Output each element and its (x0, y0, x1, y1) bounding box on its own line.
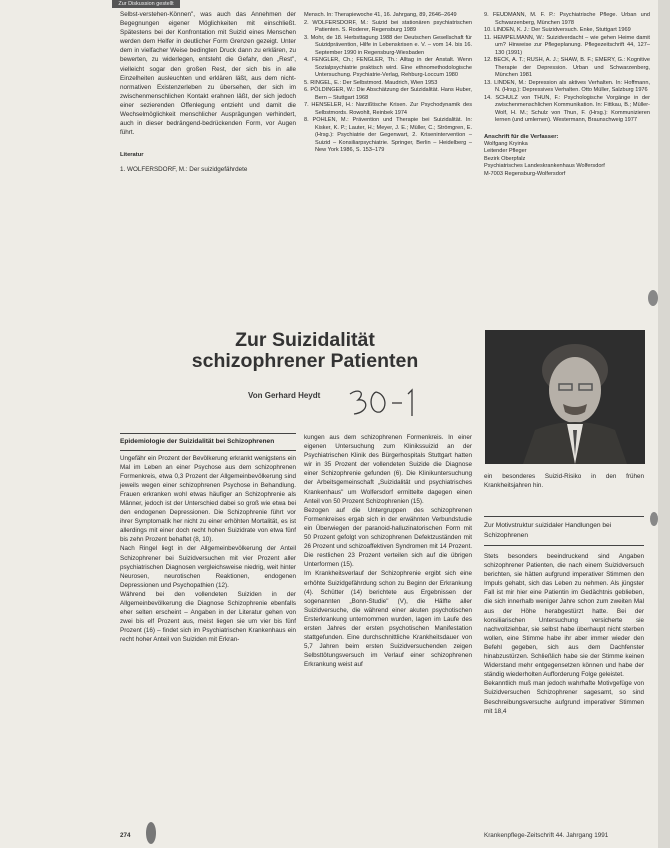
section-tab: Zur Diskussion gestellt (112, 0, 180, 8)
body-paragraph: Während bei den vollendeten Suiziden in der Allgemeinbevölkerung die Diagnose Schizophrenie ebenfalls eher selten erscheint – Angaben in der Literatur gehen von zwei bis elf Prozent aus, meist liegen sie um vier bis fünf Prozent (16) – findet sich im Psychiatrischen Krankenhaus ein recht hoher Anteil von Suiziden mit Erkran- (120, 590, 296, 644)
reference-item: 14. SCHULZ von THUN, F.: Psychologische Vorgänge in der zwischenmenschlichen Kommunikation. In: Fittkau, B.; Müller-Wolf, H. M.; Schulz von Thun, F. (Hrsg.): Kommunizieren lernen (und umlernen). Westermann, Braunschweig 1977 (484, 94, 650, 123)
body-paragraph: kungen aus dem schizophrenen Formenkreis. In einer eigenen Untersuchung zum Klinikssuizid an der Psychiatrischen Klinik des Bürgerhospitals Stuttgart hatten wir in 35 Prozent der vollendeten Suizide die Diagnose einer Schizophrenie gefunden (6). Die Klinikuntersuchung der Arbeitsgemeinschaft „Suizidalität und psychiatrisches Krankenhaus" um Wolfersdorf ermittelte dagegen einen Anteil von 50 Prozent Schizophrenien (15). (304, 434, 472, 505)
reference-item: 4. FENGLER, Ch.; FENGLER, Th.: Alltag in der Anstalt. Wenn Sozialpsychiatrie praktisch wird. Eine ethnomethodologische Untersuchung. Psychiatrie-Verlag, Rehburg-Loccum 1980 (304, 57, 472, 78)
address-line: Leitender Pfleger (484, 148, 527, 154)
body-paragraph: Im Krankheitsverlauf der Schizophrenie ergibt sich eine erhöhte Suizidgefährdung schon zu Beginn der Erkrankung (4). Schütter (14) berichtete aus Ergebnissen der sogenannten „Bonn-Studie" (V), die Hälfte aller Suizidversuche, die während einer akuten psychotischen Ersterkrankung unternommen wurden, lagen im Laufe des ersten Jahres der ersten psychotischen Manifestation stattgefunden. Eine durchschnittliche Krankheitsdauer von 5,7 Jahren beim ersten Suizidversuchenden zeigen Selbsttötungsversuch im Verlauf einer schizophrenen Erkrankung weist auf (304, 570, 472, 669)
reference-item: 5. RINGEL, E.: Der Selbstmord. Maudrich, Wien 1953 (304, 79, 438, 86)
reference-item: 7. HENSELER, H.: Narzißtische Krisen. Zur Psychodynamik des Selbstmords. Rowohlt, Reinbek 1974 (304, 102, 472, 116)
body-column-3-continued (484, 552, 644, 716)
reference-item: Mensch. In: Therapiewoche 41, 16. Jahrgang, 89, 2646–2649 (304, 12, 457, 18)
reference-item: 13. LINDEN, M.: Depression als aktives Verhalten. In: Hoffmann, N. (Hrsg.): Depressives Verhalten. Otto Müller, Salzburg 1976 (484, 79, 650, 93)
section-heading: Zur Motivstruktur suizidaler Handlungen bei Schizophrenen (484, 522, 612, 539)
reference-item: 3. Mohr, de 18. Herbsttagung 1988 der Deutschen Gesellschaft für Suizidprävention, Hilfe in Lebenskrisen e. V. – vom 14. bis 16. September 1990 in Regensburg-Wiesbaden (304, 34, 472, 56)
binder-hole-mark (648, 290, 658, 306)
body-paragraph: Ungefähr ein Prozent der Bevölkerung erkrankt wenigstens ein Mal im Leben an einer Psychose aus dem schizophrenen Formenkreis, etwa 0,3 Prozent der Allgemeinbevölkerung sind jeweils wegen einer schizophrenen Psychose in Behandlung. Frauen erkranken wohl etwas häufiger an Schizophrenie als Männer, jedoch ist der Unterschied dabei so groß wie etwa bei den endogenen Depressionen. Die Schizophrenie führt vor ihrer Symptomatik her nicht zu einer erhöhten Mortalität, es ist allerdings mit einer doch recht hohen Suizidrate von etwa fünf bis zehn Prozent behaftet (8, 10). (120, 454, 296, 544)
previous-article-paragraph: Selbst-verstehen-Können", was auch das Annehmen der Begegnungen eigener Möglichkeiten mit einschließt. Spätestens bei der Konfrontation mit Suizid eines Menschen werden dem Helfer in deutlicher Form Grenzen gezeigt. Unter dem in vielfacher Weise bedingten Druck dann zu erklären, zu bewerten, zu widerlegen, entsteht die Gefahr, den „Rest", vielleicht sogar den großen Rest, der sich bis in alle Einzelheiten ausleuchten und erklären läßt, aus dem nicht-normativen Existenzerleben zu übersehen, der sich im zwischenmenschlichen Kontakt erahnen läßt, der sich jedoch einer sezierenden Offenlegung entzieht und damit die Wechselmöglichkeit menschlicher Ausprägungen verhindert, auch in dieser bedrängend-bedrückenden Form, vor Augen führt. (120, 11, 296, 137)
section-rule (120, 433, 296, 434)
section-rule (120, 450, 296, 451)
article-byline: Von Gerhard Heydt (248, 391, 321, 400)
page-number: 274 (120, 832, 131, 839)
body-paragraph: Bezogen auf die Untergruppen des schizophrenen Formenkreises ergab sich in der erwähnten Verbundstudie ein Überwiegen der paranoid-halluzinatorischen Form mit 50 Prozent gefolgt von schizophrenen Defektzuständen mit 26 Prozent und schizoaffektiven Syndromen mit 14 Prozent. Die restlichen 23 Prozent verteilen sich auf die übrigen Unterformen (15). (304, 506, 472, 569)
reference-item: 9. FEUDMANN, M. F. P.: Psychiatrische Pflege. Urban und Schwarzenberg, München 1978 (484, 12, 650, 26)
body-paragraph: ein besonderes Suizid-Risiko in den frühen Krankheitsjahren hin. (484, 473, 644, 490)
address-line: Bezirk Oberpfalz (484, 155, 526, 162)
body-paragraph: Stets besonders beeindruckend sind Angaben schizophrener Patienten, die nach einem Suizidversuch berichten, sie hätten aufgrund imperativer Stimmen den Impuls gehabt, sich das Leben zu nehmen. Als jüngster Fall ist mir hier eine Patientin im Gedächtnis geblieben, die sich innerhalb weniger Jahre schon zum zweiten Mal aus der Höhe herabgestürzt hatte. Bei der konsiliarischen Untersuchung versicherte sie nachvollziehbar, sie selbst habe überhaupt nicht sterben wollen, eine Stimme habe ihr aber immer wieder den Befehl gegeben, sich aus dem Dachfenster hinabzustürzen. Schließlich habe sie der Stimme keinen Widerstand mehr entgegensetzen können und habe der ständig wiederholten Aufforderung Folge geleistet. (484, 553, 644, 679)
reference-item: 12. BECK, A. T.; RUSH, A. J.; SHAW, B. F.; EMERY, G.: Kognitive Therapie der Depression. Urban und Schwarzenberg, München 1981 (484, 57, 650, 78)
handwritten-annotation (344, 386, 422, 418)
address-line: M-7003 Regensburg-Wolfersdorf (484, 170, 566, 177)
reference-item: 11. HEMPELMANN, W.: Suizidverdacht – wie gehen Heime damit um? Hinweise zur Pflegeplanung. Pflegezeitschrift 44, 127–130 (1991) (484, 34, 650, 56)
body-column-2 (304, 433, 472, 669)
references-middle (304, 12, 472, 155)
author-photo (485, 330, 645, 464)
address-line: Psychiatrisches Landeskrankenhaus Wolfersdorf (484, 163, 605, 169)
references-right (484, 12, 650, 178)
section-heading-box (484, 516, 644, 546)
previous-article-column (120, 10, 296, 174)
body-column-1 (120, 437, 296, 644)
reference-item: 2. WOLFERSDORF, M.: Suizid bei stationären psychiatrischen Patienten. S. Roderer, Regensburg 1989 (304, 19, 472, 33)
body-paragraph: Nach Ringel liegt in der Allgemeinbevölkerung der Anteil Schizophrener bei Suizidversuchen mit vier Prozent aller psychiatrischen Diagnosen vergleichsweise niedrig, weit hinter Neurosen, neurotischen Reaktionen, endogenen Depressionen und Psychopathien (12). (120, 545, 296, 589)
reference-item: 6. PÖLDINGER, W.: Die Abschätzung der Suizidalität. Hans Huber, Bern – Stuttgart 1968 (304, 87, 472, 101)
body-column-3 (484, 472, 644, 490)
reference-item: 1. WOLFERSDORF, M.: Der suizidgefährdete (120, 165, 248, 173)
address-heading: Anschrift für die Verfasser: (484, 133, 559, 140)
reference-item: 10. LINDEN, K. J.: Der Suizidversuch. Enke, Stuttgart 1969 (484, 27, 631, 33)
body-paragraph: Bekanntlich muß man jedoch wahrhafte Motivgefüge von Suizidversuchen Schizophrener sagesamt, so sind Beschreibungsversuche aufgrund imperativer Stimmen mit 18,4 (484, 680, 644, 715)
binder-hole-mark (650, 512, 658, 526)
literature-heading: Literatur (120, 152, 144, 159)
section-heading: Epidemiologie der Suizidalität bei Schizophrenen (120, 438, 275, 445)
journal-footer: Krankenpflege-Zeitschrift 44. Jahrgang 1991 (484, 832, 609, 839)
address-line: Wolfgang Kryinka (484, 140, 528, 147)
binder-hole-mark (146, 822, 156, 844)
reference-item: 8. POHLEN, M.: Prävention und Therapie bei Suizidalität. In: Kisker, K. P.; Lauter, H.; Meyer, J. E.; Müller, C.; Strömgren, E. (Hrsg.): Psychiatrie der Gegenwart, 2. Krisenintervention – Suizid – Konsiliarpsychiatrie. Springer, Berlin – Heidelberg – New York 1986, S. 153–179 (304, 117, 472, 153)
article-title: Zur Suizidalität schizophrener Patienten (191, 329, 419, 372)
